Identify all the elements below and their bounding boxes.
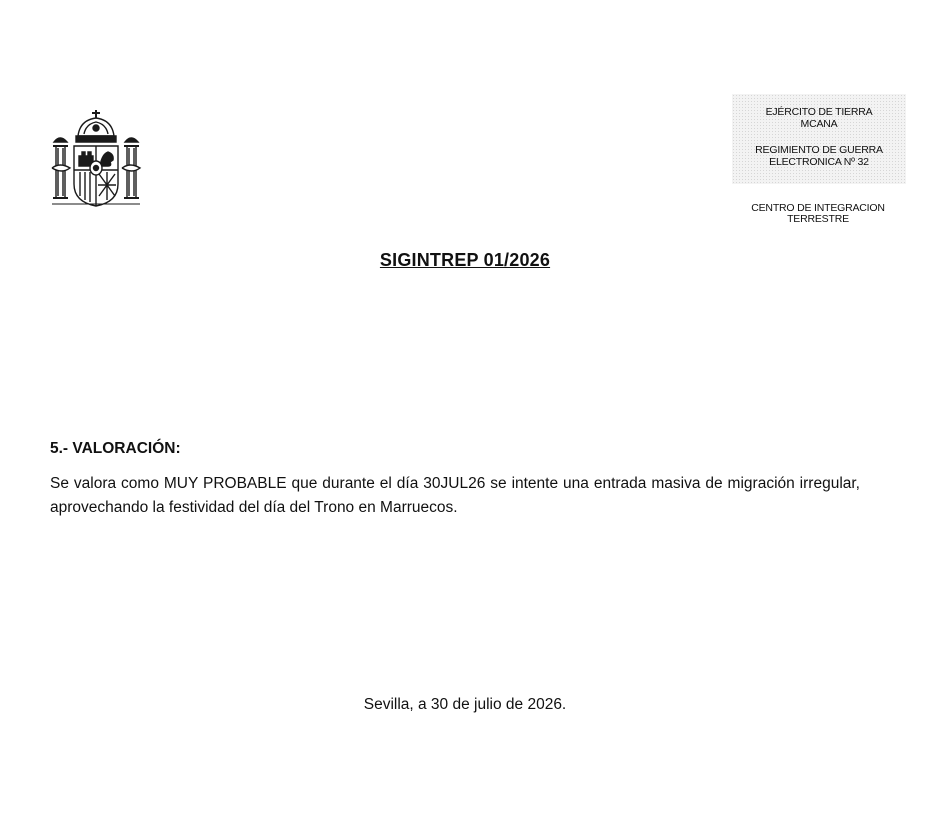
centre-label-line1: CENTRO DE INTEGRACION: [751, 202, 885, 214]
place-date-line: Sevilla, a 30 de julio de 2026.: [363, 696, 567, 713]
centre-label-line2: TERRESTRE: [787, 213, 849, 225]
unit-header-box: [732, 94, 906, 184]
army-label: EJÉRCITO DE TIERRA: [765, 106, 873, 118]
command-label: MCANA: [800, 118, 838, 130]
centre-label: [740, 203, 896, 225]
section-heading: 5.- VALORACIÓN:: [50, 440, 181, 457]
spain-coat-of-arms-icon: [50, 106, 142, 210]
regiment-label: REGIMIENTO DE GUERRA: [755, 144, 883, 156]
assessment-text: Se valora como MUY PROBABLE que durante el día 30JUL26 se intente una entrada masiva de migración irregular, aprovechando la festividad del día del Trono en Marruecos.: [50, 475, 860, 516]
assessment-paragraph: [50, 472, 860, 520]
document-title: SIGINTREP 01/2026: [379, 250, 551, 270]
regiment-number-label: ELECTRONICA Nº 32: [769, 156, 869, 168]
